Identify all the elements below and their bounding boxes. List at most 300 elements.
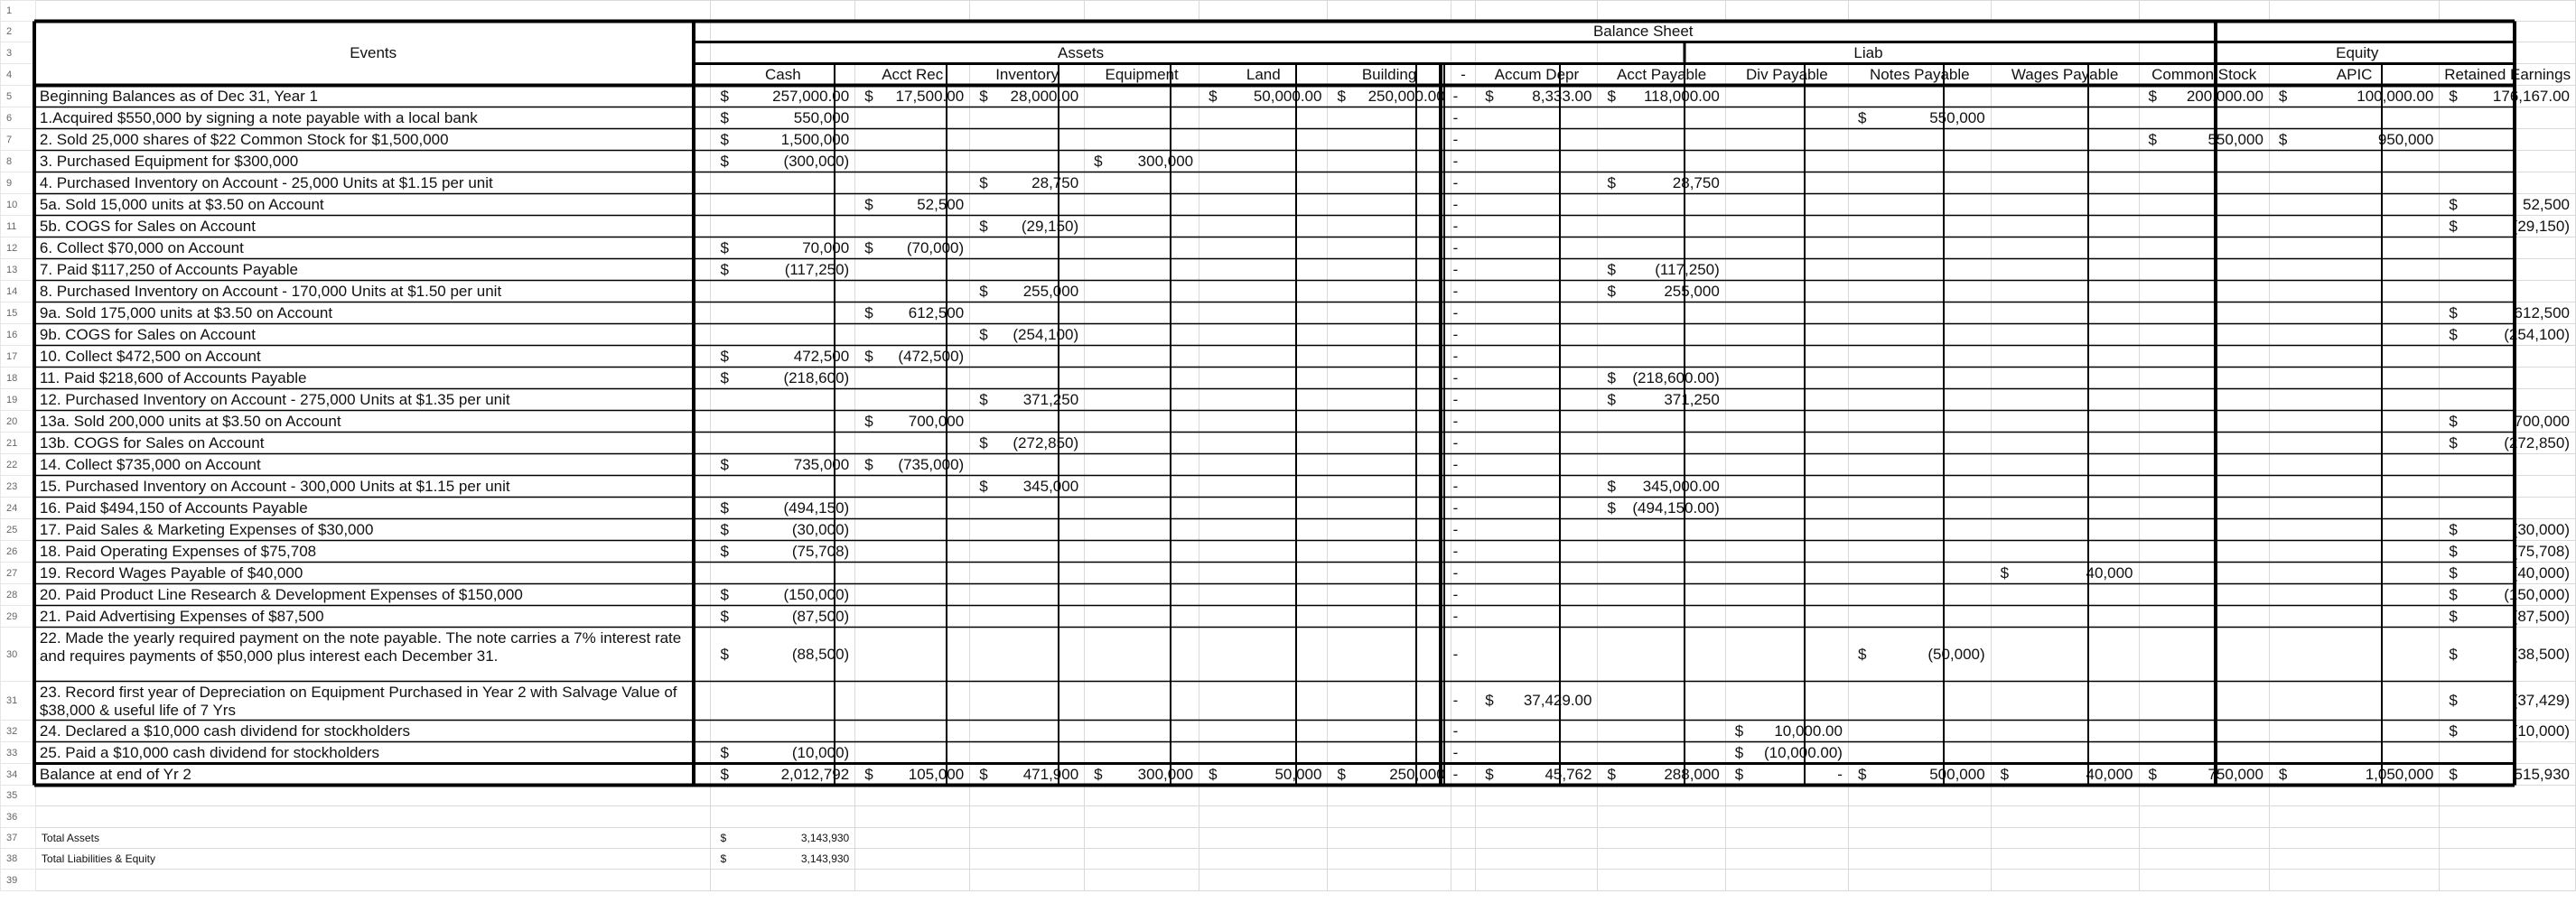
value-cell[interactable] [970, 368, 1085, 389]
row-number[interactable]: 25 [1, 519, 36, 541]
row-number[interactable]: 1 [1, 1, 36, 22]
value-cell[interactable] [2440, 498, 2576, 519]
value-cell[interactable] [711, 563, 855, 584]
value-cell[interactable] [1725, 216, 1848, 237]
value-cell[interactable] [1199, 303, 1328, 324]
value-cell[interactable] [1199, 86, 1328, 107]
value-cell[interactable] [855, 86, 970, 107]
row-number[interactable]: 19 [1, 389, 36, 411]
value-cell[interactable] [1476, 368, 1598, 389]
event-label[interactable]: 3. Purchased Equipment for $300,000 [35, 151, 711, 172]
value-cell[interactable] [1725, 129, 1848, 151]
cell[interactable] [1328, 870, 1451, 891]
value-cell[interactable] [2440, 411, 2576, 433]
value-cell[interactable] [1476, 172, 1598, 194]
value-cell[interactable] [2440, 742, 2576, 764]
value-cell[interactable] [1725, 411, 1848, 433]
value-cell[interactable]: - [1451, 563, 1476, 584]
value-cell[interactable] [1199, 324, 1328, 346]
value-cell[interactable] [2269, 541, 2439, 563]
value-cell[interactable] [711, 628, 855, 682]
event-label[interactable]: 9a. Sold 175,000 units at $3.50 on Account [35, 303, 711, 324]
value-cell[interactable] [1598, 454, 1725, 476]
value-cell[interactable]: - [1451, 324, 1476, 346]
value-cell[interactable] [1848, 259, 1991, 281]
value-cell[interactable] [711, 259, 855, 281]
value-cell[interactable] [2269, 172, 2439, 194]
row-number[interactable]: 13 [1, 259, 36, 281]
cell[interactable] [1848, 786, 1991, 806]
cell[interactable] [1085, 786, 1199, 806]
value-cell[interactable] [855, 107, 970, 129]
value-cell[interactable] [1476, 433, 1598, 454]
value-cell[interactable] [1848, 389, 1991, 411]
value-cell[interactable] [711, 172, 855, 194]
cell[interactable] [2139, 828, 2269, 849]
event-label[interactable]: Balance at end of Yr 2 [35, 764, 711, 786]
value-cell[interactable] [1476, 389, 1598, 411]
value-cell[interactable] [1991, 346, 2139, 368]
value-cell[interactable] [2139, 584, 2269, 606]
value-cell[interactable]: - [1451, 237, 1476, 259]
value-cell[interactable] [2139, 129, 2269, 151]
value-cell[interactable] [1476, 86, 1598, 107]
value-cell[interactable] [855, 764, 970, 786]
value-cell[interactable] [1085, 107, 1199, 129]
value-cell[interactable] [2269, 721, 2439, 742]
cell[interactable] [1328, 849, 1451, 870]
value-cell[interactable] [1991, 194, 2139, 216]
value-cell[interactable]: - [1451, 86, 1476, 107]
value-cell[interactable] [1085, 476, 1199, 498]
column-header--[interactable]: - [1451, 64, 1476, 86]
value-cell[interactable] [1085, 541, 1199, 563]
event-label[interactable]: 13a. Sold 200,000 units at $3.50 on Account [35, 411, 711, 433]
value-cell[interactable] [1598, 742, 1725, 764]
value-cell[interactable] [2139, 281, 2269, 303]
value-cell[interactable] [1328, 346, 1451, 368]
cell[interactable] [2440, 870, 2576, 891]
value-cell[interactable] [2139, 519, 2269, 541]
total-value[interactable] [711, 849, 855, 870]
cell[interactable] [2269, 806, 2439, 828]
value-cell[interactable] [2269, 606, 2439, 628]
event-label[interactable]: 25. Paid a $10,000 cash dividend for stockholders [35, 742, 711, 764]
event-label[interactable]: 2. Sold 25,000 shares of $22 Common Stock for $1,500,000 [35, 129, 711, 151]
event-label[interactable]: 7. Paid $117,250 of Accounts Payable [35, 259, 711, 281]
value-cell[interactable] [970, 107, 1085, 129]
value-cell[interactable] [1199, 172, 1328, 194]
value-cell[interactable] [2269, 303, 2439, 324]
value-cell[interactable] [1085, 411, 1199, 433]
value-cell[interactable] [1476, 259, 1598, 281]
value-cell[interactable] [2139, 368, 2269, 389]
cell[interactable] [970, 870, 1085, 891]
value-cell[interactable] [1199, 107, 1328, 129]
value-cell[interactable] [1085, 216, 1199, 237]
value-cell[interactable] [1328, 498, 1451, 519]
value-cell[interactable] [1991, 151, 2139, 172]
row-number[interactable]: 27 [1, 563, 36, 584]
cell[interactable] [1476, 870, 1598, 891]
value-cell[interactable] [711, 541, 855, 563]
value-cell[interactable] [1848, 742, 1991, 764]
value-cell[interactable] [1085, 129, 1199, 151]
value-cell[interactable] [1328, 151, 1451, 172]
value-cell[interactable]: - [1451, 628, 1476, 682]
value-cell[interactable] [1328, 303, 1451, 324]
value-cell[interactable] [970, 584, 1085, 606]
cell[interactable] [1476, 849, 1598, 870]
value-cell[interactable] [2440, 584, 2576, 606]
cell[interactable] [1451, 849, 1476, 870]
value-cell[interactable] [855, 368, 970, 389]
value-cell[interactable] [1328, 584, 1451, 606]
value-cell[interactable] [1328, 411, 1451, 433]
value-cell[interactable] [1848, 194, 1991, 216]
value-cell[interactable] [970, 86, 1085, 107]
value-cell[interactable] [2139, 411, 2269, 433]
value-cell[interactable] [1476, 107, 1598, 129]
value-cell[interactable] [855, 721, 970, 742]
value-cell[interactable] [855, 584, 970, 606]
cell[interactable] [711, 1, 855, 22]
value-cell[interactable] [711, 346, 855, 368]
value-cell[interactable] [1848, 433, 1991, 454]
assets-header[interactable]: Assets [711, 42, 1451, 64]
column-header-acct-payable[interactable]: Acct Payable [1598, 64, 1725, 86]
value-cell[interactable] [1328, 237, 1451, 259]
value-cell[interactable] [855, 628, 970, 682]
value-cell[interactable] [1199, 216, 1328, 237]
value-cell[interactable] [1328, 519, 1451, 541]
value-cell[interactable] [855, 498, 970, 519]
value-cell[interactable] [711, 216, 855, 237]
value-cell[interactable] [711, 303, 855, 324]
value-cell[interactable] [1328, 107, 1451, 129]
value-cell[interactable] [970, 389, 1085, 411]
cell[interactable] [35, 870, 711, 891]
cell[interactable] [2440, 786, 2576, 806]
cell[interactable] [1085, 849, 1199, 870]
cell[interactable] [1085, 870, 1199, 891]
value-cell[interactable] [1476, 324, 1598, 346]
value-cell[interactable] [1085, 281, 1199, 303]
value-cell[interactable] [1476, 721, 1598, 742]
value-cell[interactable] [970, 259, 1085, 281]
value-cell[interactable] [1476, 216, 1598, 237]
value-cell[interactable] [1199, 584, 1328, 606]
value-cell[interactable] [1991, 606, 2139, 628]
value-cell[interactable] [1328, 389, 1451, 411]
cell[interactable] [711, 806, 855, 828]
value-cell[interactable] [1848, 498, 1991, 519]
row-number[interactable]: 14 [1, 281, 36, 303]
cell[interactable] [1991, 828, 2139, 849]
value-cell[interactable] [1476, 476, 1598, 498]
cell[interactable] [1848, 849, 1991, 870]
value-cell[interactable] [1725, 346, 1848, 368]
value-cell[interactable] [1328, 628, 1451, 682]
value-cell[interactable] [2139, 389, 2269, 411]
value-cell[interactable] [1991, 628, 2139, 682]
value-cell[interactable] [1725, 476, 1848, 498]
cell[interactable] [1328, 806, 1451, 828]
cell[interactable] [1725, 849, 1848, 870]
value-cell[interactable] [1991, 742, 2139, 764]
value-cell[interactable] [2139, 324, 2269, 346]
cell[interactable] [970, 828, 1085, 849]
cell[interactable] [1991, 1, 2139, 22]
column-header-cash[interactable]: Cash [711, 64, 855, 86]
value-cell[interactable] [1328, 764, 1451, 786]
value-cell[interactable] [970, 682, 1085, 721]
value-cell[interactable] [1598, 433, 1725, 454]
value-cell[interactable] [1598, 368, 1725, 389]
row-number[interactable]: 35 [1, 786, 36, 806]
column-header-building[interactable]: Building [1328, 64, 1451, 86]
row-number[interactable]: 10 [1, 194, 36, 216]
value-cell[interactable] [1848, 454, 1991, 476]
value-cell[interactable] [1725, 107, 1848, 129]
value-cell[interactable] [1328, 86, 1451, 107]
cell[interactable] [1725, 786, 1848, 806]
cell[interactable] [2139, 849, 2269, 870]
column-header-retained-earnings[interactable]: Retained Earnings [2440, 64, 2576, 86]
value-cell[interactable] [970, 498, 1085, 519]
value-cell[interactable] [2440, 454, 2576, 476]
value-cell[interactable] [1199, 281, 1328, 303]
value-cell[interactable]: - [1451, 682, 1476, 721]
equity-header[interactable]: Equity [2139, 42, 2575, 64]
cell[interactable] [855, 870, 970, 891]
value-cell[interactable] [1476, 764, 1598, 786]
value-cell[interactable] [1085, 303, 1199, 324]
row-number[interactable]: 18 [1, 368, 36, 389]
cell[interactable] [35, 1, 711, 22]
cell[interactable] [1848, 870, 1991, 891]
value-cell[interactable] [1598, 129, 1725, 151]
value-cell[interactable] [1725, 281, 1848, 303]
value-cell[interactable] [1991, 86, 2139, 107]
value-cell[interactable] [855, 346, 970, 368]
value-cell[interactable] [1085, 628, 1199, 682]
value-cell[interactable] [1725, 237, 1848, 259]
value-cell[interactable] [855, 433, 970, 454]
value-cell[interactable] [711, 682, 855, 721]
value-cell[interactable] [1848, 324, 1991, 346]
row-number[interactable]: 11 [1, 216, 36, 237]
value-cell[interactable] [1199, 259, 1328, 281]
value-cell[interactable] [1991, 454, 2139, 476]
column-header-div-payable[interactable]: Div Payable [1725, 64, 1848, 86]
cell[interactable] [970, 806, 1085, 828]
event-label[interactable]: 21. Paid Advertising Expenses of $87,500 [35, 606, 711, 628]
value-cell[interactable]: - [1451, 742, 1476, 764]
value-cell[interactable] [1598, 107, 1725, 129]
value-cell[interactable] [1085, 172, 1199, 194]
value-cell[interactable] [1085, 237, 1199, 259]
value-cell[interactable] [1199, 541, 1328, 563]
value-cell[interactable]: - [1451, 519, 1476, 541]
value-cell[interactable] [970, 281, 1085, 303]
value-cell[interactable] [1199, 151, 1328, 172]
value-cell[interactable] [2440, 721, 2576, 742]
value-cell[interactable] [1199, 129, 1328, 151]
value-cell[interactable] [2440, 172, 2576, 194]
cell[interactable] [855, 828, 970, 849]
value-cell[interactable] [1725, 368, 1848, 389]
value-cell[interactable] [1328, 129, 1451, 151]
event-label[interactable]: 19. Record Wages Payable of $40,000 [35, 563, 711, 584]
value-cell[interactable] [1848, 172, 1991, 194]
row-number[interactable]: 28 [1, 584, 36, 606]
value-cell[interactable] [2440, 606, 2576, 628]
value-cell[interactable] [1848, 107, 1991, 129]
value-cell[interactable] [855, 129, 970, 151]
value-cell[interactable] [2440, 563, 2576, 584]
row-number[interactable]: 31 [1, 682, 36, 721]
value-cell[interactable] [1085, 764, 1199, 786]
value-cell[interactable] [1725, 151, 1848, 172]
value-cell[interactable]: - [1451, 216, 1476, 237]
balance-sheet-header[interactable]: Balance Sheet [711, 22, 2576, 42]
value-cell[interactable] [711, 389, 855, 411]
value-cell[interactable] [1598, 411, 1725, 433]
value-cell[interactable] [2269, 237, 2439, 259]
value-cell[interactable] [970, 454, 1085, 476]
value-cell[interactable] [1328, 541, 1451, 563]
event-label[interactable]: 11. Paid $218,600 of Accounts Payable [35, 368, 711, 389]
value-cell[interactable] [1991, 324, 2139, 346]
value-cell[interactable]: - [1451, 454, 1476, 476]
value-cell[interactable] [2139, 454, 2269, 476]
event-label[interactable]: 22. Made the yearly required payment on the note payable. The note carries a 7% interest rate and requires payments of $50,000 plus interest each December 31. [35, 628, 711, 682]
value-cell[interactable] [1085, 682, 1199, 721]
value-cell[interactable] [2269, 682, 2439, 721]
value-cell[interactable] [1991, 541, 2139, 563]
value-cell[interactable] [711, 584, 855, 606]
value-cell[interactable] [1598, 346, 1725, 368]
value-cell[interactable] [1085, 721, 1199, 742]
value-cell[interactable] [1085, 584, 1199, 606]
value-cell[interactable] [1476, 194, 1598, 216]
value-cell[interactable]: - [1451, 259, 1476, 281]
value-cell[interactable] [1476, 498, 1598, 519]
value-cell[interactable] [1476, 628, 1598, 682]
column-header-inventory[interactable]: Inventory [970, 64, 1085, 86]
value-cell[interactable] [1199, 346, 1328, 368]
value-cell[interactable] [2440, 764, 2576, 786]
row-number[interactable]: 12 [1, 237, 36, 259]
value-cell[interactable] [1848, 281, 1991, 303]
value-cell[interactable] [2269, 498, 2439, 519]
value-cell[interactable] [1991, 216, 2139, 237]
value-cell[interactable] [2440, 129, 2576, 151]
cell[interactable] [855, 786, 970, 806]
value-cell[interactable]: - [1451, 303, 1476, 324]
value-cell[interactable] [855, 476, 970, 498]
value-cell[interactable] [2139, 628, 2269, 682]
value-cell[interactable] [1199, 563, 1328, 584]
value-cell[interactable] [2440, 541, 2576, 563]
value-cell[interactable] [1598, 194, 1725, 216]
cell[interactable] [1328, 786, 1451, 806]
value-cell[interactable]: - [1451, 281, 1476, 303]
row-number[interactable]: 20 [1, 411, 36, 433]
liab-header[interactable]: Liab [1598, 42, 2139, 64]
value-cell[interactable] [1991, 498, 2139, 519]
value-cell[interactable] [970, 628, 1085, 682]
cell[interactable] [1991, 806, 2139, 828]
value-cell[interactable] [970, 324, 1085, 346]
value-cell[interactable] [1598, 606, 1725, 628]
value-cell[interactable] [711, 742, 855, 764]
value-cell[interactable] [1598, 281, 1725, 303]
value-cell[interactable] [1476, 682, 1598, 721]
row-number[interactable]: 15 [1, 303, 36, 324]
value-cell[interactable] [1991, 107, 2139, 129]
value-cell[interactable] [711, 721, 855, 742]
value-cell[interactable] [2269, 216, 2439, 237]
value-cell[interactable] [1598, 764, 1725, 786]
cell[interactable] [970, 1, 1085, 22]
value-cell[interactable] [1085, 454, 1199, 476]
value-cell[interactable] [711, 194, 855, 216]
value-cell[interactable] [2139, 606, 2269, 628]
value-cell[interactable] [1085, 194, 1199, 216]
value-cell[interactable] [2139, 346, 2269, 368]
value-cell[interactable] [711, 86, 855, 107]
event-label[interactable]: 6. Collect $70,000 on Account [35, 237, 711, 259]
value-cell[interactable] [855, 303, 970, 324]
value-cell[interactable] [2269, 86, 2439, 107]
value-cell[interactable] [1328, 454, 1451, 476]
cell[interactable] [1725, 806, 1848, 828]
value-cell[interactable] [1476, 742, 1598, 764]
total-label[interactable]: Total Liabilities & Equity [35, 849, 711, 870]
value-cell[interactable]: - [1451, 346, 1476, 368]
value-cell[interactable] [970, 433, 1085, 454]
value-cell[interactable] [1328, 368, 1451, 389]
value-cell[interactable] [2139, 563, 2269, 584]
value-cell[interactable] [1725, 194, 1848, 216]
event-label[interactable]: 20. Paid Product Line Research & Development Expenses of $150,000 [35, 584, 711, 606]
value-cell[interactable] [1199, 606, 1328, 628]
cell[interactable] [1598, 828, 1725, 849]
cell[interactable] [855, 849, 970, 870]
cell[interactable] [1598, 870, 1725, 891]
value-cell[interactable]: - [1451, 764, 1476, 786]
value-cell[interactable] [2269, 764, 2439, 786]
value-cell[interactable] [970, 563, 1085, 584]
event-label[interactable]: 1.Acquired $550,000 by signing a note payable with a local bank [35, 107, 711, 129]
value-cell[interactable] [1476, 303, 1598, 324]
value-cell[interactable] [2139, 433, 2269, 454]
value-cell[interactable] [2139, 742, 2269, 764]
value-cell[interactable] [2139, 107, 2269, 129]
cell[interactable] [2269, 786, 2439, 806]
value-cell[interactable] [1085, 324, 1199, 346]
value-cell[interactable] [1848, 303, 1991, 324]
value-cell[interactable] [2139, 172, 2269, 194]
cell[interactable] [2440, 828, 2576, 849]
value-cell[interactable] [2139, 476, 2269, 498]
value-cell[interactable] [1991, 389, 2139, 411]
column-header-equipment[interactable]: Equipment [1085, 64, 1199, 86]
column-header-wages-payable[interactable]: Wages Payable [1991, 64, 2139, 86]
value-cell[interactable] [970, 346, 1085, 368]
